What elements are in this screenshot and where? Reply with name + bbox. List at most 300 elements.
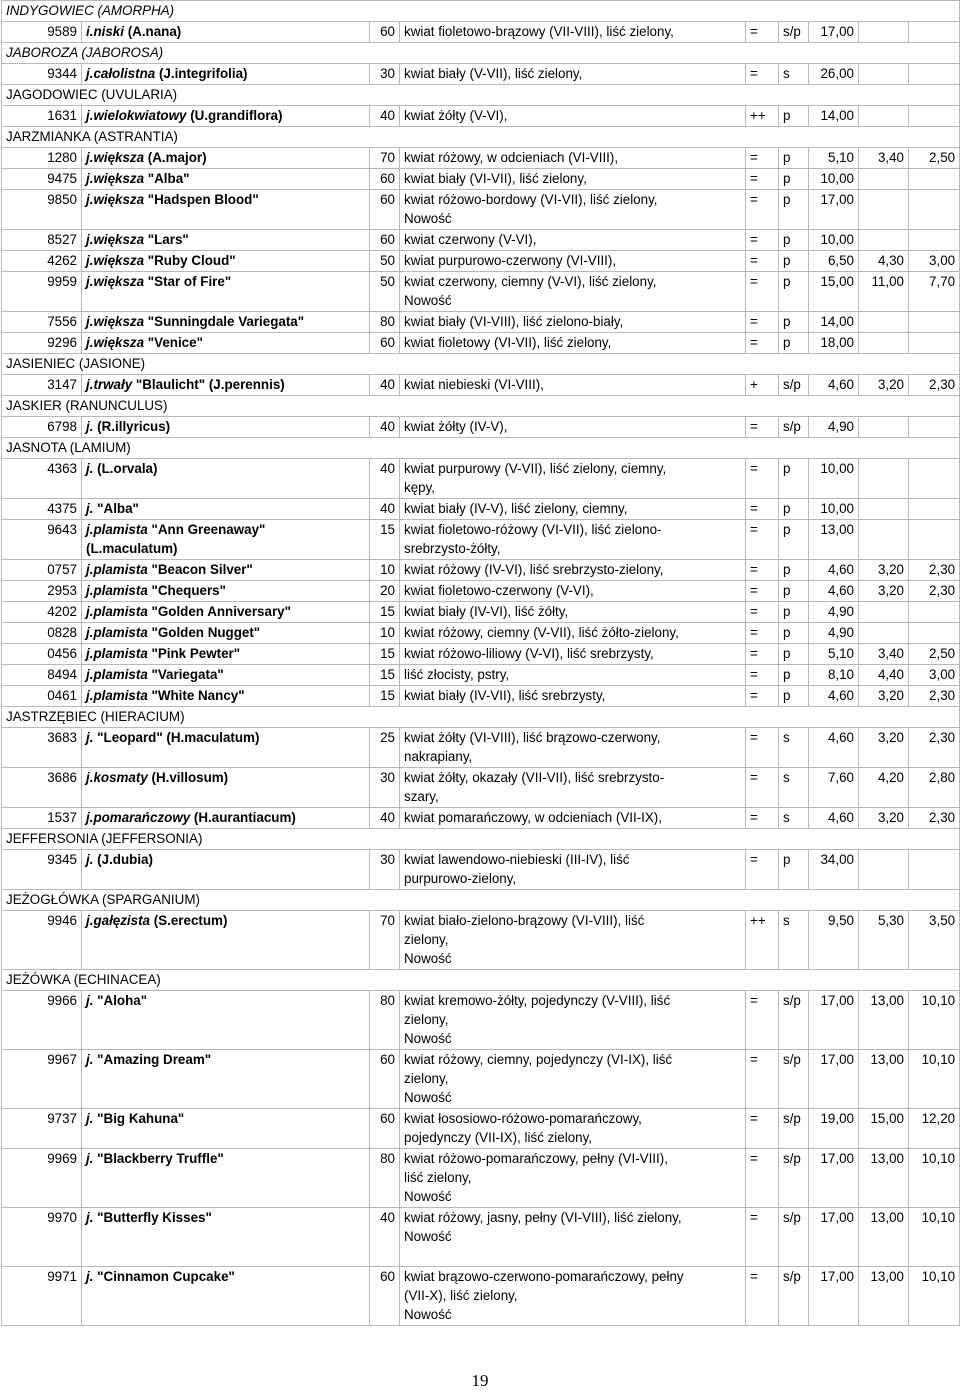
product-name bbox=[82, 768, 370, 808]
product-description bbox=[400, 230, 746, 251]
hardiness-symbol: = bbox=[746, 850, 779, 890]
position-type: s/p bbox=[779, 1109, 809, 1149]
description-line: szary, bbox=[404, 789, 439, 804]
product-name-text: j.wielokwiatowy (U.grandiflora) bbox=[86, 108, 283, 123]
product-code: 9946 bbox=[2, 911, 82, 970]
product-name-text: j.plamista "Golden Nugget" bbox=[86, 625, 261, 640]
price-1: 13,00 bbox=[809, 520, 859, 560]
position-type: s/p bbox=[779, 417, 809, 438]
price-1: 4,90 bbox=[809, 623, 859, 644]
table-row bbox=[2, 911, 960, 970]
position-type: s/p bbox=[779, 1208, 809, 1267]
section-title-text: JABOROZA (JABOROSA) bbox=[6, 45, 164, 60]
new-badge: Nowość bbox=[404, 1307, 452, 1322]
section-title bbox=[2, 438, 960, 459]
position-type: s bbox=[779, 768, 809, 808]
new-badge: Nowość bbox=[404, 293, 452, 308]
description-line: purpurowo-zielony, bbox=[404, 871, 517, 886]
description-line: kwiat biały (VI-VIII), liść zielono-biały, bbox=[404, 314, 624, 329]
price-2: 4,30 bbox=[859, 251, 909, 272]
product-name bbox=[82, 1208, 370, 1267]
product-name bbox=[82, 64, 370, 85]
hardiness-symbol: = bbox=[746, 499, 779, 520]
product-description bbox=[400, 1050, 746, 1109]
price-2 bbox=[859, 499, 909, 520]
product-name bbox=[82, 581, 370, 602]
product-description bbox=[400, 1267, 746, 1326]
price-1: 17,00 bbox=[809, 22, 859, 43]
section-title-text: JASKIER (RANUNCULUS) bbox=[6, 398, 168, 413]
description-line: kwiat biały (IV-VI), liść żółty, bbox=[404, 604, 569, 619]
hardiness-symbol: = bbox=[746, 169, 779, 190]
table-row bbox=[2, 808, 960, 829]
description-line: kwiat łososiowo-różowo-pomarańczowy, bbox=[404, 1111, 642, 1126]
product-name-text: j.plamista "Ann Greenaway" bbox=[86, 522, 266, 537]
product-description bbox=[400, 499, 746, 520]
product-code: 9589 bbox=[2, 22, 82, 43]
price-2 bbox=[859, 190, 909, 230]
price-3: 2,80 bbox=[909, 768, 960, 808]
product-name bbox=[82, 190, 370, 230]
product-name bbox=[82, 499, 370, 520]
product-code: 3683 bbox=[2, 728, 82, 768]
description-line: kwiat fioletowy (VI-VII), liść zielony, bbox=[404, 335, 612, 350]
position-type: s/p bbox=[779, 1149, 809, 1208]
hardiness-symbol: = bbox=[746, 148, 779, 169]
product-name-latin: (L.maculatum) bbox=[86, 541, 178, 556]
plant-height: 40 bbox=[370, 1208, 400, 1267]
section-header-row bbox=[2, 1, 960, 22]
hardiness-symbol: = bbox=[746, 644, 779, 665]
price-1: 4,60 bbox=[809, 375, 859, 396]
product-name-text: j.większa "Alba" bbox=[86, 171, 190, 186]
price-3: 2,30 bbox=[909, 375, 960, 396]
price-3 bbox=[909, 850, 960, 890]
price-3 bbox=[909, 169, 960, 190]
section-header-row bbox=[2, 970, 960, 991]
product-code: 4375 bbox=[2, 499, 82, 520]
section-title bbox=[2, 707, 960, 728]
product-description bbox=[400, 106, 746, 127]
product-name bbox=[82, 312, 370, 333]
position-type: p bbox=[779, 148, 809, 169]
position-type: s/p bbox=[779, 375, 809, 396]
product-code: 9296 bbox=[2, 333, 82, 354]
price-2: 5,30 bbox=[859, 911, 909, 970]
section-title bbox=[2, 354, 960, 375]
plant-height: 10 bbox=[370, 623, 400, 644]
price-3 bbox=[909, 190, 960, 230]
price-3: 2,30 bbox=[909, 728, 960, 768]
product-description bbox=[400, 459, 746, 499]
plant-height: 40 bbox=[370, 808, 400, 829]
price-1: 5,10 bbox=[809, 644, 859, 665]
position-type: p bbox=[779, 623, 809, 644]
description-line: kępy, bbox=[404, 480, 436, 495]
plant-height: 40 bbox=[370, 106, 400, 127]
product-name-text: j.pomarańczowy (H.aurantiacum) bbox=[86, 810, 296, 825]
product-name-text: j.całolistna (J.integrifolia) bbox=[86, 66, 248, 81]
price-2 bbox=[859, 459, 909, 499]
table-row bbox=[2, 1208, 960, 1267]
table-row bbox=[2, 991, 960, 1050]
price-2: 4,20 bbox=[859, 768, 909, 808]
price-2: 3,40 bbox=[859, 148, 909, 169]
product-code: 9959 bbox=[2, 272, 82, 312]
product-name-text: j.kosmaty (H.villosum) bbox=[86, 770, 229, 785]
product-code: 9737 bbox=[2, 1109, 82, 1149]
price-3 bbox=[909, 499, 960, 520]
price-2 bbox=[859, 22, 909, 43]
table-row bbox=[2, 602, 960, 623]
description-line: kwiat różowy, ciemny, pojedynczy (VI-IX), liść bbox=[404, 1052, 673, 1067]
table-row bbox=[2, 312, 960, 333]
price-1: 4,90 bbox=[809, 602, 859, 623]
product-code: 0461 bbox=[2, 686, 82, 707]
product-description bbox=[400, 169, 746, 190]
product-name-text: j. (R.illyricus) bbox=[86, 419, 171, 434]
product-code: 1537 bbox=[2, 808, 82, 829]
table-row bbox=[2, 148, 960, 169]
product-name-text: j.plamista "Chequers" bbox=[86, 583, 226, 598]
price-3: 10,10 bbox=[909, 1050, 960, 1109]
price-1: 19,00 bbox=[809, 1109, 859, 1149]
section-header-row bbox=[2, 890, 960, 911]
product-name-text: j. "Big Kahuna" bbox=[86, 1111, 185, 1126]
product-name-text: j. "Blackberry Truffle" bbox=[86, 1151, 224, 1166]
new-badge: Nowość bbox=[404, 1090, 452, 1105]
product-name-text: i.niski (A.nana) bbox=[86, 24, 182, 39]
position-type: p bbox=[779, 190, 809, 230]
product-code: 6798 bbox=[2, 417, 82, 438]
product-description bbox=[400, 581, 746, 602]
section-header-row bbox=[2, 127, 960, 148]
product-name-text: j. "Amazing Dream" bbox=[86, 1052, 212, 1067]
product-name bbox=[82, 686, 370, 707]
product-name bbox=[82, 375, 370, 396]
plant-height: 15 bbox=[370, 602, 400, 623]
price-3 bbox=[909, 459, 960, 499]
section-header-row bbox=[2, 829, 960, 850]
section-header-row bbox=[2, 354, 960, 375]
section-title bbox=[2, 43, 960, 64]
position-type: s bbox=[779, 808, 809, 829]
description-line: kwiat purpurowy (V-VII), liść zielony, ciemny, bbox=[404, 461, 667, 476]
position-type: p bbox=[779, 333, 809, 354]
price-2 bbox=[859, 333, 909, 354]
table-row bbox=[2, 106, 960, 127]
price-2: 13,00 bbox=[859, 1267, 909, 1326]
section-header-row bbox=[2, 707, 960, 728]
position-type: s/p bbox=[779, 1050, 809, 1109]
product-name-text: j. "Butterfly Kisses" bbox=[86, 1210, 212, 1225]
position-type: p bbox=[779, 644, 809, 665]
price-3: 10,10 bbox=[909, 991, 960, 1050]
plant-height: 80 bbox=[370, 991, 400, 1050]
hardiness-symbol: = bbox=[746, 230, 779, 251]
catalog-table bbox=[1, 0, 960, 1326]
table-row bbox=[2, 728, 960, 768]
product-name bbox=[82, 665, 370, 686]
table-row bbox=[2, 581, 960, 602]
price-1: 4,60 bbox=[809, 808, 859, 829]
price-2: 3,20 bbox=[859, 686, 909, 707]
table-row bbox=[2, 1050, 960, 1109]
product-name bbox=[82, 850, 370, 890]
plant-height: 80 bbox=[370, 1149, 400, 1208]
description-line: kwiat żółty, okazały (VII-VII), liść srebrzysto- bbox=[404, 770, 665, 785]
plant-height: 20 bbox=[370, 581, 400, 602]
section-title bbox=[2, 829, 960, 850]
product-name bbox=[82, 728, 370, 768]
description-line: (VII-X), liść zielony, bbox=[404, 1288, 518, 1303]
table-row bbox=[2, 686, 960, 707]
product-code: 9966 bbox=[2, 991, 82, 1050]
section-title-text: JASIENIEC (JASIONE) bbox=[6, 356, 146, 371]
section-title-text: JAGODOWIEC (UVULARIA) bbox=[6, 87, 178, 102]
price-1: 10,00 bbox=[809, 459, 859, 499]
hardiness-symbol: ++ bbox=[746, 911, 779, 970]
price-1: 4,60 bbox=[809, 581, 859, 602]
plant-height: 40 bbox=[370, 375, 400, 396]
price-2: 13,00 bbox=[859, 1149, 909, 1208]
hardiness-symbol: = bbox=[746, 1149, 779, 1208]
table-row bbox=[2, 768, 960, 808]
table-row bbox=[2, 623, 960, 644]
product-name bbox=[82, 644, 370, 665]
description-line: kwiat różowo-pomarańczowy, pełny (VI-VIII), bbox=[404, 1151, 668, 1166]
description-line: kwiat niebieski (VI-VIII), bbox=[404, 377, 544, 392]
table-row bbox=[2, 1109, 960, 1149]
product-description bbox=[400, 644, 746, 665]
product-description bbox=[400, 1149, 746, 1208]
product-code: 7556 bbox=[2, 312, 82, 333]
description-line: kwiat czerwony (V-VI), bbox=[404, 232, 537, 247]
description-line: zielony, bbox=[404, 932, 449, 947]
plant-height: 15 bbox=[370, 686, 400, 707]
description-line: pojedynczy (VII-IX), liść zielony, bbox=[404, 1130, 593, 1145]
product-description bbox=[400, 623, 746, 644]
description-line: srebrzysto-żółty, bbox=[404, 541, 501, 556]
product-name bbox=[82, 911, 370, 970]
hardiness-symbol: = bbox=[746, 602, 779, 623]
hardiness-symbol: = bbox=[746, 417, 779, 438]
description-line: kwiat pomarańczowy, w odcieniach (VII-IX), bbox=[404, 810, 662, 825]
price-1: 4,60 bbox=[809, 560, 859, 581]
product-name bbox=[82, 560, 370, 581]
product-name-text: j.plamista "Golden Anniversary" bbox=[86, 604, 291, 619]
description-line: zielony, bbox=[404, 1012, 449, 1027]
product-name-text: j.większa "Lars" bbox=[86, 232, 189, 247]
description-line: kwiat różowo-bordowy (VI-VII), liść zielony, bbox=[404, 192, 658, 207]
price-2: 3,20 bbox=[859, 560, 909, 581]
plant-height: 60 bbox=[370, 230, 400, 251]
price-3 bbox=[909, 106, 960, 127]
section-title-text: JEŻÓWKA (ECHINACEA) bbox=[6, 972, 161, 987]
product-code: 4363 bbox=[2, 459, 82, 499]
price-1: 4,60 bbox=[809, 686, 859, 707]
price-2 bbox=[859, 169, 909, 190]
product-name-text: j.większa "Sunningdale Variegata" bbox=[86, 314, 305, 329]
product-name-text: j.większa "Star of Fire" bbox=[86, 274, 232, 289]
price-1: 17,00 bbox=[809, 1149, 859, 1208]
price-3: 3,00 bbox=[909, 251, 960, 272]
product-name bbox=[82, 520, 370, 560]
price-3 bbox=[909, 22, 960, 43]
price-2: 15,00 bbox=[859, 1109, 909, 1149]
price-3 bbox=[909, 623, 960, 644]
product-description bbox=[400, 312, 746, 333]
product-name bbox=[82, 602, 370, 623]
price-1: 10,00 bbox=[809, 230, 859, 251]
price-3: 10,10 bbox=[909, 1267, 960, 1326]
price-3: 10,10 bbox=[909, 1208, 960, 1267]
price-3: 2,30 bbox=[909, 581, 960, 602]
hardiness-symbol: = bbox=[746, 1050, 779, 1109]
description-line: kwiat purpurowo-czerwony (VI-VIII), bbox=[404, 253, 617, 268]
position-type: p bbox=[779, 251, 809, 272]
product-name bbox=[82, 169, 370, 190]
product-description bbox=[400, 148, 746, 169]
price-3: 7,70 bbox=[909, 272, 960, 312]
table-row bbox=[2, 272, 960, 312]
product-code: 2953 bbox=[2, 581, 82, 602]
product-name-text: j. (L.orvala) bbox=[86, 461, 158, 476]
price-2 bbox=[859, 417, 909, 438]
description-line: kwiat kremowo-żółty, pojedynczy (V-VIII), liść bbox=[404, 993, 671, 1008]
price-3 bbox=[909, 520, 960, 560]
position-type: s/p bbox=[779, 991, 809, 1050]
price-1: 26,00 bbox=[809, 64, 859, 85]
plant-height: 30 bbox=[370, 850, 400, 890]
description-line: kwiat brązowo-czerwono-pomarańczowy, pełny bbox=[404, 1269, 684, 1284]
price-3: 2,30 bbox=[909, 560, 960, 581]
price-2: 3,40 bbox=[859, 644, 909, 665]
description-line: nakrapiany, bbox=[404, 749, 473, 764]
description-line: kwiat żółty (V-VI), bbox=[404, 108, 508, 123]
price-1: 10,00 bbox=[809, 169, 859, 190]
product-name-text: j.plamista "Variegata" bbox=[86, 667, 224, 682]
product-name bbox=[82, 1109, 370, 1149]
plant-height: 80 bbox=[370, 312, 400, 333]
price-3 bbox=[909, 417, 960, 438]
new-badge: Nowość bbox=[404, 211, 452, 226]
product-description bbox=[400, 728, 746, 768]
table-row bbox=[2, 459, 960, 499]
price-1: 34,00 bbox=[809, 850, 859, 890]
plant-height: 60 bbox=[370, 333, 400, 354]
product-description bbox=[400, 64, 746, 85]
position-type: s/p bbox=[779, 1267, 809, 1326]
section-title-text: INDYGOWIEC (AMORPHA) bbox=[6, 3, 175, 18]
position-type: p bbox=[779, 459, 809, 499]
table-row bbox=[2, 169, 960, 190]
product-code: 9850 bbox=[2, 190, 82, 230]
section-title bbox=[2, 970, 960, 991]
description-line: kwiat żółty (VI-VIII), liść brązowo-czerwony, bbox=[404, 730, 661, 745]
price-1: 15,00 bbox=[809, 272, 859, 312]
table-row bbox=[2, 375, 960, 396]
position-type: p bbox=[779, 312, 809, 333]
plant-height: 15 bbox=[370, 520, 400, 560]
product-description bbox=[400, 190, 746, 230]
product-name bbox=[82, 623, 370, 644]
price-1: 7,60 bbox=[809, 768, 859, 808]
table-row bbox=[2, 22, 960, 43]
section-title-text: JEFFERSONIA (JEFFERSONIA) bbox=[6, 831, 203, 846]
product-code: 9475 bbox=[2, 169, 82, 190]
product-code: 9970 bbox=[2, 1208, 82, 1267]
hardiness-symbol: = bbox=[746, 22, 779, 43]
hardiness-symbol: = bbox=[746, 64, 779, 85]
product-name-text: j.większa "Venice" bbox=[86, 335, 203, 350]
price-2: 13,00 bbox=[859, 1208, 909, 1267]
product-description bbox=[400, 272, 746, 312]
hardiness-symbol: = bbox=[746, 686, 779, 707]
position-type: p bbox=[779, 850, 809, 890]
product-name-text: j.większa "Hadspen Blood" bbox=[86, 192, 259, 207]
product-description bbox=[400, 991, 746, 1050]
position-type: s bbox=[779, 728, 809, 768]
position-type: p bbox=[779, 520, 809, 560]
description-line: kwiat fioletowo-brązowy (VII-VIII), liść zielony, bbox=[404, 24, 674, 39]
product-description bbox=[400, 602, 746, 623]
plant-height: 15 bbox=[370, 644, 400, 665]
description-line: liść złocisty, pstry, bbox=[404, 667, 510, 682]
table-row bbox=[2, 499, 960, 520]
price-2 bbox=[859, 520, 909, 560]
product-description bbox=[400, 808, 746, 829]
product-name-text: j.trwały "Blaulicht" (J.perennis) bbox=[86, 377, 285, 392]
price-2 bbox=[859, 850, 909, 890]
new-badge: Nowość bbox=[404, 951, 452, 966]
plant-height: 40 bbox=[370, 459, 400, 499]
description-line: kwiat czerwony, ciemny (V-VI), liść zielony, bbox=[404, 274, 657, 289]
new-badge: Nowość bbox=[404, 1189, 452, 1204]
table-row bbox=[2, 1267, 960, 1326]
price-1: 17,00 bbox=[809, 1267, 859, 1326]
section-header-row bbox=[2, 85, 960, 106]
product-code: 0828 bbox=[2, 623, 82, 644]
product-name-text: j.gałęzista (S.erectum) bbox=[86, 913, 228, 928]
table-row bbox=[2, 64, 960, 85]
position-type: p bbox=[779, 499, 809, 520]
table-row bbox=[2, 560, 960, 581]
hardiness-symbol: = bbox=[746, 623, 779, 644]
price-2: 13,00 bbox=[859, 991, 909, 1050]
product-code: 4202 bbox=[2, 602, 82, 623]
price-2 bbox=[859, 64, 909, 85]
position-type: s bbox=[779, 911, 809, 970]
plant-height: 40 bbox=[370, 417, 400, 438]
product-description bbox=[400, 333, 746, 354]
price-3: 10,10 bbox=[909, 1149, 960, 1208]
section-title-text: JASNOTA (LAMIUM) bbox=[6, 440, 131, 455]
description-line: kwiat różowy (IV-VI), liść srebrzysto-zielony, bbox=[404, 562, 664, 577]
price-3: 2,50 bbox=[909, 148, 960, 169]
product-name-text: j. (J.dubia) bbox=[86, 852, 153, 867]
position-type: s bbox=[779, 64, 809, 85]
description-line: kwiat różowy, w odcieniach (VI-VIII), bbox=[404, 150, 619, 165]
price-1: 5,10 bbox=[809, 148, 859, 169]
price-1: 6,50 bbox=[809, 251, 859, 272]
price-3: 2,30 bbox=[909, 808, 960, 829]
plant-height: 60 bbox=[370, 1267, 400, 1326]
price-1: 4,90 bbox=[809, 417, 859, 438]
product-description bbox=[400, 22, 746, 43]
section-header-row bbox=[2, 396, 960, 417]
product-code: 1631 bbox=[2, 106, 82, 127]
